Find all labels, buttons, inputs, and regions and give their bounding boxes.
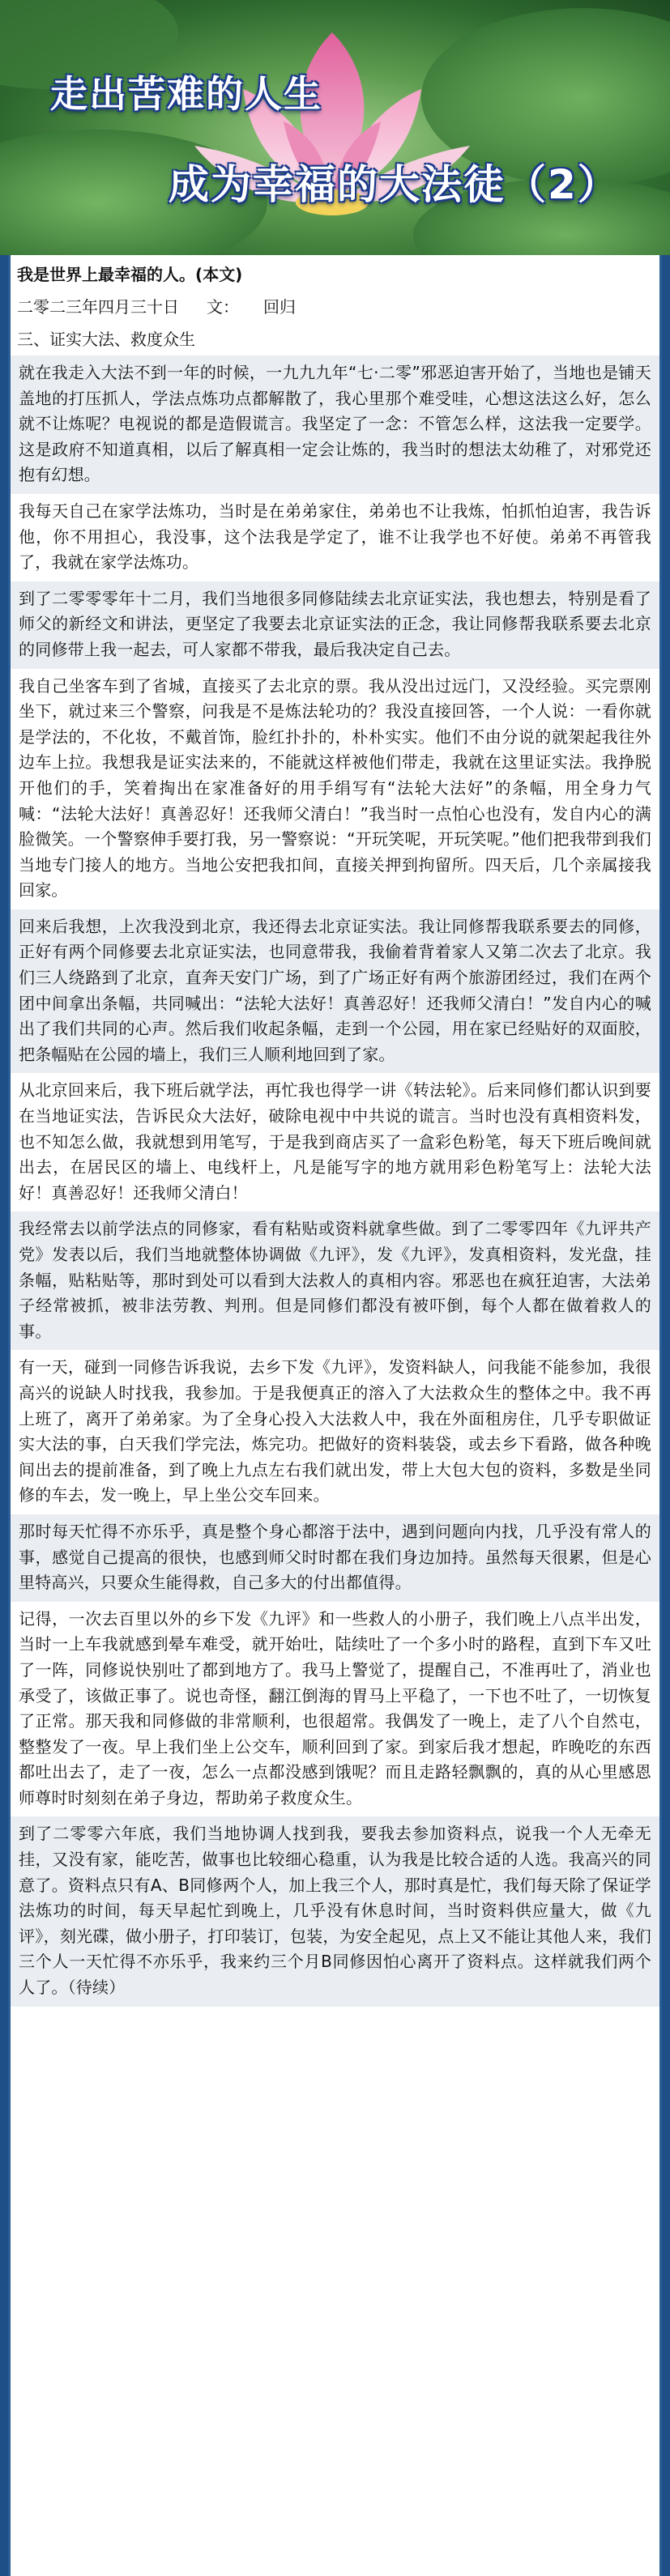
article-paragraph: 从北京回来后，我下班后就学法，再忙我也得学一讲《转法轮》。后来同修们都认识到要在当地证实法，告诉民众大法好，破除电视中中共说的谎言。当时也没有真相资料发，也不知怎么做，我就想到用笔写，于是我到商店买了一盒彩色粉笔，每天下班后晚间就出去，在居民区的墙上、电线杆上，凡是能写字的地方就用彩色粉笔写上：法轮大法好！真善忍好！还我师父清白！	[19, 1080, 651, 1203]
article-category: 回归	[263, 297, 296, 317]
article-paragraph: 我自己坐客车到了省城，直接买了去北京的票。我从没出过远门，又没经验。买完票刚坐下，就过来三个警察，问我是不是炼法轮功的？我没直接回答，一个人说：一看你就是学法的，不化妆，不戴首饰，脸红扑扑的，朴朴实实。他们不由分说的就架起我往外边车上拉。我想我是证实法来的，不能就这样被他们带走，我就在这里证实法。我挣脱开他们的手，笑着掏出在家准备好的用手绢写有“法轮大法好”的条幅，用全身力气喊：“法轮大法好！真善忍好！还我师父清白！”我当时一点怕心也没有，发自内心的满脸微笑。一个警察伸手要打我，另一警察说：“开玩笑呢，开玩笑呢。”他们把我带到我们当地专门接人的地方。当地公安把我扣间，直接关押到拘留所。四天后，几个亲属接我回家。	[19, 675, 651, 901]
article-paragraph: 我经常去以前学法点的同修家，看有粘贴或资料就拿些做。到了二零零四年《九评共产党》发表以后，我们当地就整体协调做《九评》，发《九评》，发真相资料，发光盘，挂条幅，贴粘贴等，那时到处可以看到大法救人的真相内容。邪恶也在疯狂迫害，大法弟子经常被抓，被非法劳教、判刑。但是同修们都没有被吓倒，每个人都在做着救人的事。	[11, 1211, 659, 1350]
article-paragraph: 记得，一次去百里以外的乡下发《九评》和一些救人的小册子，我们晚上八点半出发，当时一上车我就感到晕车难受，就开始吐，陆续吐了一个多小时的路程，直到下车又吐了一阵，同修说快别吐了都到地方了。我马上警觉了，提醒自己，不准再吐了，消业也承受了，该做正事了。说也奇怪，翻江倒海的胃马上平稳了，一下也不吐了，一切恢复了正常。那天我和同修做的非常顺利，也很超常。我偶发了一晚上，走了八个自然屯，整整发了一夜。早上我们坐上公交车，顺利回到了家。到家后我才想起，昨晚吃的东西都吐出去了，走了一夜，怎么一点都没感到饿呢？而且走路轻飘飘的，真的从心里感恩师尊时时刻刻在弟子身边，帮助弟子救度众生。	[19, 1608, 651, 1807]
article-header	[11, 255, 659, 356]
banner-title-line-1: 走出苦难的人生	[50, 72, 322, 116]
article-body	[8, 255, 662, 2576]
article-paragraph: 我每天自己在家学法炼功，当时是在弟弟家住，弟弟也不让我炼，怕抓怕迫害，我告诉他，你不用担心，我没事，这个法我是学定了，谁不让我学也不好使。弟弟不再管我了，我就在家学法炼功。	[19, 500, 651, 573]
article-paragraph: 到了二零零六年底，我们当地协调人找到我，要我去参加资料点，说我一个人无牵无挂，又没有家，能吃苦，做事也比较细心稳重，认为我是比较合适的人选。我高兴的同意了。资料点只有A、B同修两个人，加上我三个人，那时真是忙，我们每天除了保证学法炼功的时间，每天早起忙到晚上，几乎没有休息时间，当时资料供应量大，做《九评》，刻光碟，做小册子，打印装订，包装，为安全起见，点上又不能让其他人来，我们三个人一天忙得不亦乐乎，我来约三个月B同修因怕心离开了资料点。这样就我们两个人了。（待续）	[11, 1816, 659, 2006]
article-category-label: 文：	[207, 297, 239, 317]
article-paragraph: 就在我走入大法不到一年的时候，一九九九年“七·二零”邪恶迫害开始了，当地也是铺天盖地的打压抓人，学法点炼功点都解散了，我心里那个难受哇，心想这法这么好，怎么就不让炼呢？电视说的都是造假谎言。我坚定了一念：不管怎么样，这法我一定要学。这是政府不知道真相，以后了解真相一定会让炼的，我当时的想法太幼稚了，对邪党还抱有幻想。	[11, 356, 659, 494]
banner	[0, 0, 670, 255]
article-paragraph: 那时每天忙得不亦乐乎，真是整个身心都溶于法中，遇到问题向内找，几乎没有常人的事，感觉自己提高的很快，也感到师父时时都在我们身边加持。虽然每天很累，但是心里特高兴，只要众生能得救，自己多大的付出都值得。	[11, 1514, 659, 1602]
article-title: 我是世界上最幸福的人。(本文)	[17, 265, 243, 284]
lotus-flower-illustration	[0, 0, 670, 255]
section-heading: 三、证实大法、救度众生	[17, 330, 195, 349]
article-paragraph: 回来后我想，上次我没到北京，我还得去北京证实法。我让同修帮我联系要去的同修，正好有两个同修要去北京证实法，也同意带我，我偷着背着家人又第二次去了北京。我们三人绕路到了北京，直奔天安门广场，到了广场正好有两个旅游团经过，我们在两个团中间拿出条幅，共同喊出：“法轮大法好！真善忍好！还我师父清白！”发自内心的喊出了我们共同的心声。然后我们收起条幅，走到一个公园，用在家已经贴好的双面胶，把条幅贴在公园的墙上，我们三人顺利地回到了家。	[11, 909, 659, 1074]
article-meta	[17, 291, 653, 323]
article-date: 二零二三年四月三十日	[17, 297, 179, 317]
article-paragraph: 到了二零零零年十二月，我们当地很多同修陆续去北京证实法，我也想去，特别是看了师父的新经文和讲法，更坚定了我要去北京证实法的正念，我让同修帮我联系要去北京的同修带上我一起去，可人家都不带我，最后我决定自己去。	[11, 581, 659, 669]
article-paragraph: 有一天，碰到一同修告诉我说，去乡下发《九评》，发资料缺人，问我能不能参加，我很高兴的说缺人时找我，我参加。于是我便真正的溶入了大法救众生的整体之中。我不再上班了，离开了弟弟家。为了全身心投入大法救人中，我在外面租房住，几乎专职做证实大法的事，白天我们学完法，炼完功。把做好的资料装袋，或去乡下看路，做各种晚间出去的提前准备，到了晚上九点左右我们就出发，带上大包大包的资料，多数是坐同修的车去，发一晚上，早上坐公交车回来。	[19, 1357, 651, 1505]
banner-title-line-2: 成为幸福的大法徒（2）	[169, 161, 620, 208]
